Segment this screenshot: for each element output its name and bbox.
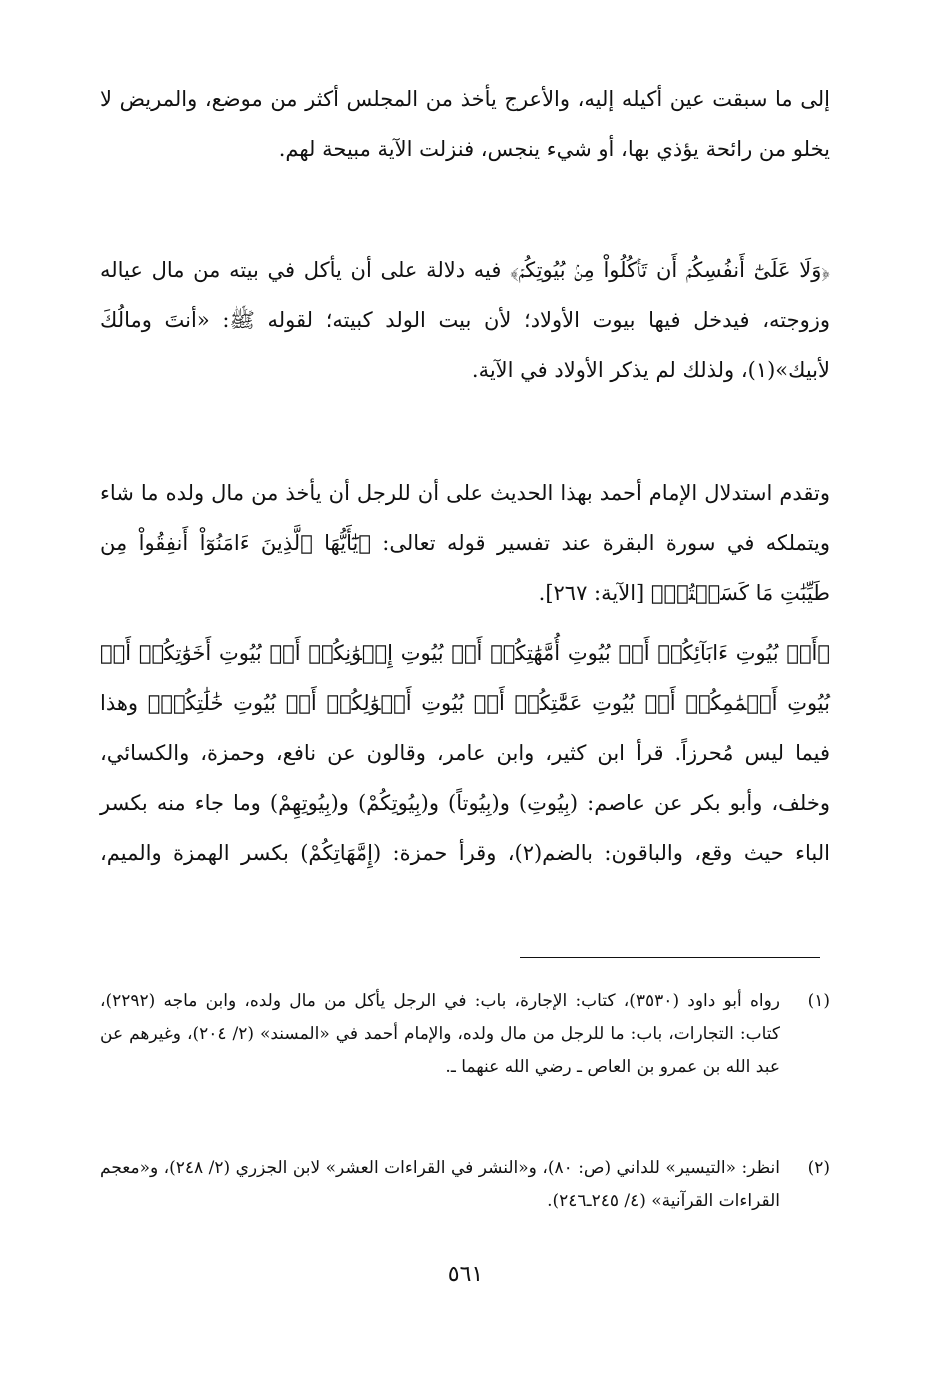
paragraph-1: إلى ما سبقت عين أكيله إليه، والأعرج يأخذ من المجلس أكثر من موضع، والمريض لا يخلو من رائحة يؤذي بها، أو شيء ينجس، فنزلت الآية مبيحة لهم. xyxy=(100,87,830,161)
footnote-1 xyxy=(100,985,830,1084)
page-number: ٥٦١ xyxy=(447,1262,484,1287)
paragraph-4: ﴿أَوۡ بُيُوتِ ءَابَآئِكُمۡ أَوۡ بُيُوتِ أُمَّهَٰتِكُمۡ أَوۡ بُيُوتِ إِخۡوَٰنِكُمۡ أَوۡ بُيُوتِ أَخَوَٰتِكُمۡ أَوۡ بُيُوتِ أَعۡمَٰمِكُمۡ أَوۡ بُيُوتِ عَمَّٰتِكُمۡ أَوۡ بُيُوتِ أَخۡوَٰلِكُمۡ أَوۡ بُيُوتِ خَٰلَٰتِكُمۡ﴾ وهذا فيما ليس مُحرزاً. قرأ ابن كثير، وابن عامر، وقالون عن نافع، وحمزة، والكسائي، وخلف، وأبو بكر عن عاصم: (بِيُوتِ) و(بِيُوتاً) و(بِيُوتِكُمْ) و(بِيُوتِهِمْ) وما جاء منه بكسر الباء حيث وقع، والباقون: بالضم(٢)، وقرأ حمزة: (إِمَّهَاتِكُمْ) بكسر الهمزة والميم، xyxy=(100,641,830,865)
footnote-2-text: انظر: «التيسير» للداني (ص: ٨٠)، و«النشر في القراءات العشر» لابن الجزري (٢/ ٢٤٨)، و«معجم القراءات القرآنية» (٤/ ٢٤٥ـ٢٤٦). xyxy=(100,1158,780,1211)
footnote-divider xyxy=(520,957,820,958)
footnote-2-number: (٢) xyxy=(807,1158,830,1178)
footnote-2 xyxy=(100,1152,830,1218)
footnote-1-number: (١) xyxy=(807,991,830,1011)
footnote-1-text: رواه أبو داود (٣٥٣٠)، كتاب: الإجارة، باب: في الرجل يأكل من مال ولده، وابن ماجه (٢٢٩٢)، كتاب: التجارات، باب: ما للرجل من مال ولده، والإمام أحمد في «المسند» (٢/ ٢٠٤)، وغيرهم عن عبد الله بن عمرو بن العاص ـ رضي الله عنهما ـ. xyxy=(100,991,780,1077)
paragraph-3: وتقدم استدلال الإمام أحمد بهذا الحديث على أن للرجل أن يأخذ من مال ولده ما شاء ويتملكه في سورة البقرة عند تفسير قوله تعالى: ﴿يَٰٓأَيُّهَا ٱلَّذِينَ ءَامَنُوٓاْ أَنفِقُواْ مِن طَيِّبَٰتِ مَا كَسَبۡتُمۡ﴾ [الآية: ٢٦٧]. xyxy=(100,481,830,605)
paragraph-2: ﴿وَلَا عَلَىٰٓ أَنفُسِكُمۡ أَن تَأۡكُلُواْ مِنۢ بُيُوتِكُمۡ﴾ فيه دلالة على أن يأكل في بيته من مال عياله وزوجته، فيدخل فيها بيوت الأولاد؛ لأن بيت الولد كبيته؛ لقوله ﷺ: «أنتَ ومالُكَ لأبيك»(١)، ولذلك لم يذكر الأولاد في الآية. xyxy=(100,258,830,382)
